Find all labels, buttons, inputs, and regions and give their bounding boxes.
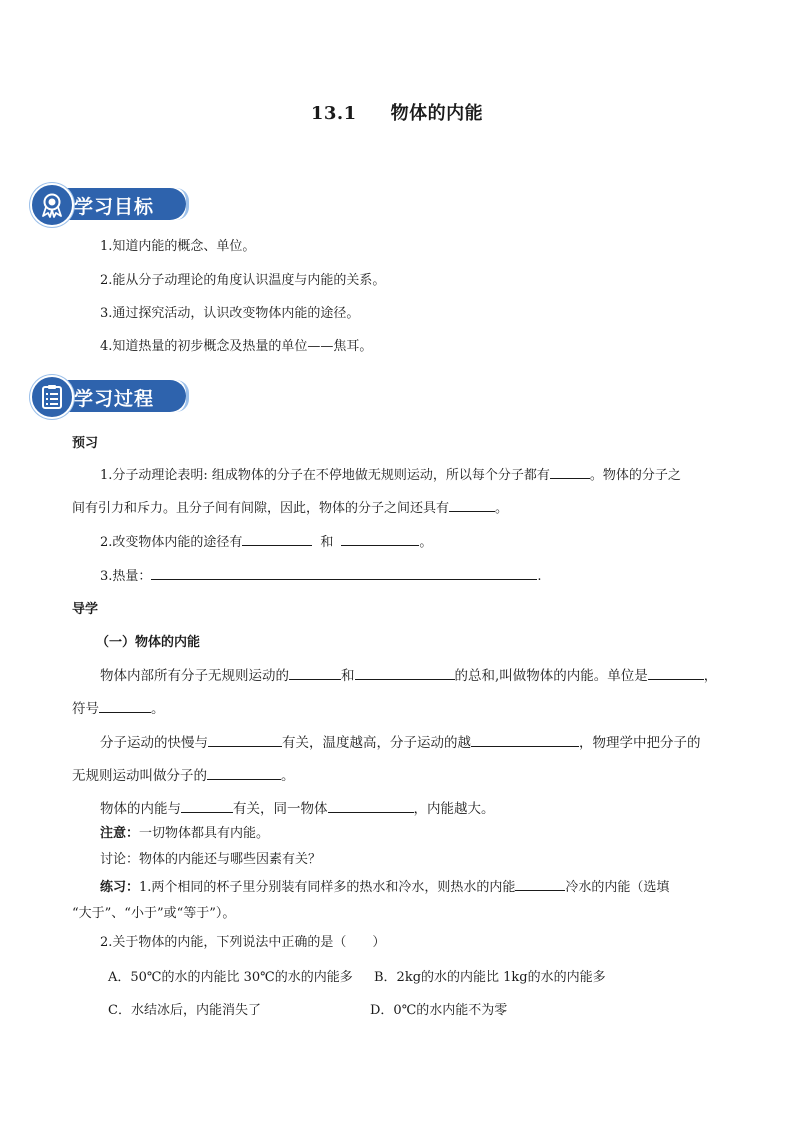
banner-label: 学习过程 [74, 388, 155, 410]
award-icon [30, 183, 74, 227]
guide-p2-line1 [100, 731, 701, 751]
goal-item-4: 4.知道热量的初步概念及热量的单位——焦耳。 [100, 339, 373, 354]
text: 的总和,叫做物体的内能。单位是 [454, 668, 648, 684]
practice-label: 练习： [100, 880, 140, 895]
guide-discussion: 讨论：物体的内能还与哪些因素有关？ [100, 852, 322, 867]
answer-blank [99, 700, 151, 713]
text: 无规则运动叫做分子的 [72, 768, 207, 784]
text: 符号 [72, 701, 99, 717]
preview-q1-line2 [72, 497, 508, 516]
exercise-2-option-b: B．2kg的水的内能比 1kg的水的内能多 [374, 970, 606, 985]
exercise-2-question: 2.关于物体的内能，下列说法中正确的是（ ） [100, 935, 386, 950]
guide-p2-line2 [72, 764, 295, 784]
text: 物体的内能与 [100, 801, 181, 817]
answer-blank [550, 466, 590, 479]
exercise-1-line1 [100, 876, 669, 895]
preview-q3 [100, 565, 542, 584]
text: 有关，同一物体 [233, 801, 328, 817]
preview-heading: 预习 [72, 436, 99, 451]
exercise-2-option-d: D．0℃的水内能不为零 [370, 1003, 508, 1018]
answer-blank [328, 800, 414, 813]
goal-item-3: 3.通过探究活动，认识改变物体内能的途径。 [100, 306, 360, 321]
answer-blank [515, 878, 565, 891]
answer-blank [341, 533, 419, 546]
text: 分子运动的快慢与 [100, 735, 208, 751]
text: 。 [281, 768, 295, 784]
exercise-2-option-c: C．水结冰后，内能消失了 [108, 1003, 261, 1018]
guide-p3 [100, 797, 495, 817]
text: 1.分子动理论表明: 组成物体的分子在不停地做无规则运动，所以每个分子都有 [100, 468, 550, 483]
text: 3.热量： [100, 569, 152, 584]
guide-p1-line1 [100, 664, 717, 684]
answer-blank [207, 767, 281, 780]
text: 。物体的分子之 [589, 468, 681, 483]
note-text: 一切物体都具有内能。 [139, 826, 270, 841]
text: 间有引力和斥力。且分子间有间隙，因此，物体的分子之间还具有 [72, 501, 450, 516]
text: 和 [320, 535, 334, 550]
page-title [0, 99, 794, 125]
text: 冷水的内能（选填 [565, 880, 670, 895]
answer-blank [208, 734, 282, 747]
answer-blank [242, 533, 312, 546]
guide-subheading: （一）物体的内能 [96, 635, 201, 650]
exercise-1-line2: “大于”、“小于”或“等于”）。 [72, 906, 236, 921]
answer-blank [449, 499, 495, 512]
guide-heading: 导学 [72, 602, 99, 617]
clipboard-icon [30, 375, 74, 419]
text: 2.改变物体内能的途径有 [100, 535, 243, 550]
text: 。 [495, 501, 509, 516]
text: ，物理学中把分子的 [579, 735, 701, 751]
text: 物体内部所有分子无规则运动的 [100, 668, 289, 684]
text: 。 [419, 535, 433, 550]
text: ， [703, 668, 718, 684]
text: 。 [151, 701, 165, 717]
section-banner-goals [30, 183, 186, 225]
preview-q2 [100, 531, 432, 550]
answer-blank [648, 667, 704, 680]
goal-item-1: 1.知道内能的概念、单位。 [100, 239, 256, 254]
title-text: 物体的内能 [390, 103, 484, 124]
text: ，内能越大。 [413, 801, 495, 817]
answer-blank [151, 567, 537, 580]
preview-q1-line1 [100, 464, 681, 483]
section-banner-process [30, 375, 186, 417]
text: 有关，温度越高，分子运动的越 [282, 735, 471, 751]
text: 1.两个相同的杯子里分别装有同样多的热水和冷水，则热水的内能 [139, 880, 516, 895]
goal-item-2: 2.能从分子动理论的角度认识温度与内能的关系。 [100, 273, 386, 288]
answer-blank [355, 667, 455, 680]
text: . [537, 569, 542, 584]
answer-blank [289, 667, 341, 680]
guide-p1-line2 [72, 697, 165, 717]
guide-note [100, 822, 269, 841]
note-label: 注意： [100, 826, 140, 841]
exercise-2-option-a: A．50℃的水的内能比 30℃的水的内能多 [108, 970, 353, 985]
title-number: 13.1 [310, 103, 357, 124]
answer-blank [181, 800, 233, 813]
text: 和 [341, 668, 355, 684]
answer-blank [471, 734, 579, 747]
banner-label: 学习目标 [74, 196, 155, 218]
